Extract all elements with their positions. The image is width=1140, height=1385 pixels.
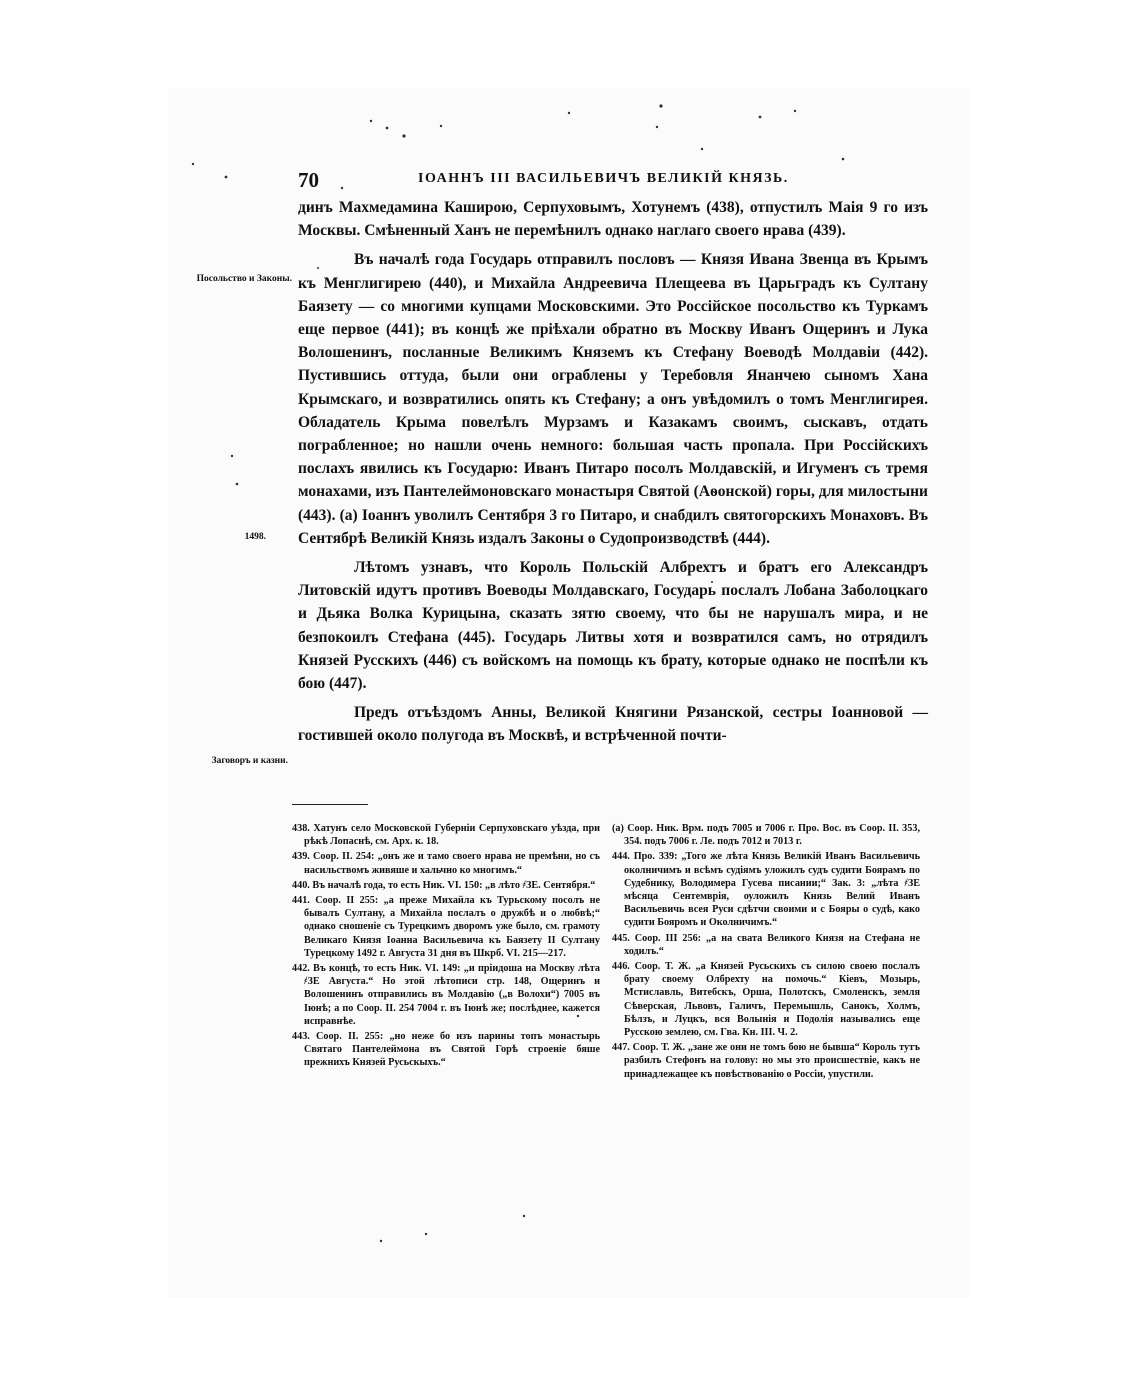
footnote-442: 442. Въ концѣ, то есть Ник. VI. 149: „и пріидоша на Москву лѣта ҂ЗЕ Августа.“ Но этой лѣтописи стр. 148, Ощеринъ и Волошенинъ отправились въ Молдавію („в Волохи“) 7005 въ Іюнѣ; а по Соор. II. 254 7004 г. въ Іюнѣ же; послѣднее, кажется исправнѣе. <box>292 963 600 1027</box>
footnote-rule <box>292 804 368 805</box>
footnote-443: 443. Соор. II. 255: „но неже бо изъ парины топъ монастырь Святаго Пантелеймона въ Святой Горѣ строеніе бяше прежнихъ Князей Русьскыхъ.“ <box>292 1031 600 1069</box>
footnote-439: 439. Соор. II. 254: „онъ же и тамо своего нрава не премѣни, но съ насильствомъ живяше и хальчно ко многимъ.“ <box>292 851 600 876</box>
page-header <box>298 168 932 194</box>
margin-note-year: 1498. <box>244 532 266 542</box>
footnote-a: (а) Соор. Ник. Врм. подъ 7005 и 7006 г. Про. Вос. въ Соор. II. 353, 354. подъ 7006 г. Ле. подъ 7012 и 7013 г. <box>612 823 920 848</box>
footnote-444: 444. Про. 339: „Того же лѣта Князь Великій Иванъ Васильевичь околничимъ и всѣмъ судіямъ уложилъ судъ судити Боярамъ по Судебнику, Володимера Гусева писании;“ Зак. 3: „лѣта ҂ЗЕ мѣсяца Сентемврія, оуложилъ Князь Велий Иванъ Васильевичь всея Руси сдѣтчи своими и с Бояры о судѣ, како судити Бояромъ и Околничимъ.“ <box>612 851 920 929</box>
footnote-441: 441. Соор. II 255: „а преже Михайла къ Турьскому посолъ не бывалъ Султану, а Михайла послалъ о дружбѣ и о любвѣ;“ однако сношеніе съ Турецкимъ дворомъ уже было, см. грамоту Великаго Князя Іоанна Васильевича къ Баязету II Султану Турецкому 1492 г. Августа 31 дня въ Шкрб. VI. 215—217. <box>292 895 600 959</box>
footnote-438: 438. Хатунъ село Московской Губерніи Серпуховскаго уѣзда, при рѣкѣ Лопаснѣ, см. Арх. к. 18. <box>292 823 600 848</box>
page-number: 70 <box>298 168 319 192</box>
footnotes-left-column <box>292 822 600 1072</box>
paragraph-4: Предъ отъѣздомъ Анны, Великой Княгини Рязанской, сестры Іоанновой — гостившей около полугода въ Москвѣ, и встрѣченной почти- <box>298 704 928 745</box>
footnote-446: 446. Соор. Т. Ж. „а Князей Русьскихъ съ силою своею послалъ брату своему Олбрехту на помочь.“ Кіевъ, Мозырь, Мстиславль, Витебскъ, Орша, Полотскъ, Смоленскъ, земля Сѣверская, Львовъ, Галичъ, Перемышль, Санокъ, Холмъ, Бѣлзъ, и Луцкъ, вся Волынія и Подолія назывались еще Русскою землею, см. Гва. Кн. III. Ч. 2. <box>612 961 920 1039</box>
paragraph-2: Въ началѣ года Государь отправилъ пословъ — Князя Ивана Звенца въ Крымъ къ Менглигирею (440), и Михайла Андреевича Плещеева въ Царьградъ къ Султану Баязету — со многими купцами Московскими. Это Россійское посольство къ Туркамъ еще первое (441); въ концѣ же пріѣхали обратно въ Москву Иванъ Ощеринъ и Лука Волошенинъ, посланные Великимъ Княземъ къ Стефану Воеводѣ Молдавіи (442). Пустившись оттуда, были они ограблены у Теребовля Янанчею сыномъ Хана Крымскаго, и возвратились опять къ Стефану; а онъ увѣдомилъ о томъ Менглигирея. Обладатель Крыма повелѣлъ Мурзамъ и Казакамъ своимъ, сыскавъ, отдать пограбленное; но нашли очень немного: большая часть пропала. При Россійскихъ послахъ явились къ Государю: Иванъ Питаро посолъ Молдавскій, и Игуменъ съ тремя монахами, изъ Пантелеймоновскаго монастыря Святой (Аѳонской) горы, для милостыни (443). (а) Іоаннъ уволилъ Сентября 3 го Питаро, и снабдилъ святогорскихъ Монаховъ. Въ Сентябрѣ Великій Князь издалъ Законы о Судопроизводствѣ (444). <box>298 251 928 547</box>
footnote-445: 445. Соор. III 256: „а на свата Великого Князя на Стефана не ходилъ.“ <box>612 932 920 957</box>
footnote-440: 440. Въ началѣ года, то есть Ник. VI. 150: „в лѣто ҂ЗЕ. Сентября.“ <box>292 879 596 891</box>
paragraph-3: Лѣтомъ узнавъ, что Король Польскій Албрехтъ и братъ его Александръ Литовскій идутъ противъ Воеводы Молдавскаго, Государь послалъ Лобана Заболоцкаго и Дьяка Волка Курицына, сказать зятю своему, что бы не нарушалъ мира, и не безпокоилъ Стефана (445). Государь Литвы хотя и возвратился самъ, но отрядилъ Князей Русскихъ (446) съ войскомъ на помощь къ брату, которые однако не поспѣли къ бою (447). <box>298 559 928 693</box>
main-text <box>298 196 928 754</box>
margin-note-embassy: Посольство и Законы. <box>196 274 292 284</box>
footnotes-right-column <box>612 822 920 1083</box>
footnote-447: 447. Соор. Т. Ж. „зане же они не томъ бою не бывша“ Король тутъ разбилъ Стефонъ на голову: но мы это происшествіе, какъ не принадлежащее къ повѣствованію о Россіи, упустили. <box>612 1042 920 1080</box>
paragraph-1: динъ Махмедамина Каширою, Серпуховымъ, Хотунемъ (438), отпустилъ Маія 9 го изъ Москвы. Смѣненный Ханъ не перемѣнилъ однако наглаго своего нрава (439). <box>298 199 928 240</box>
running-title: ІОАННЪ III ВАСИЛЬЕВИЧЪ ВЕЛИКІЙ КНЯЗЬ. <box>418 171 789 186</box>
margin-note-conspiracy: Заговоръ и казни. <box>211 756 288 766</box>
